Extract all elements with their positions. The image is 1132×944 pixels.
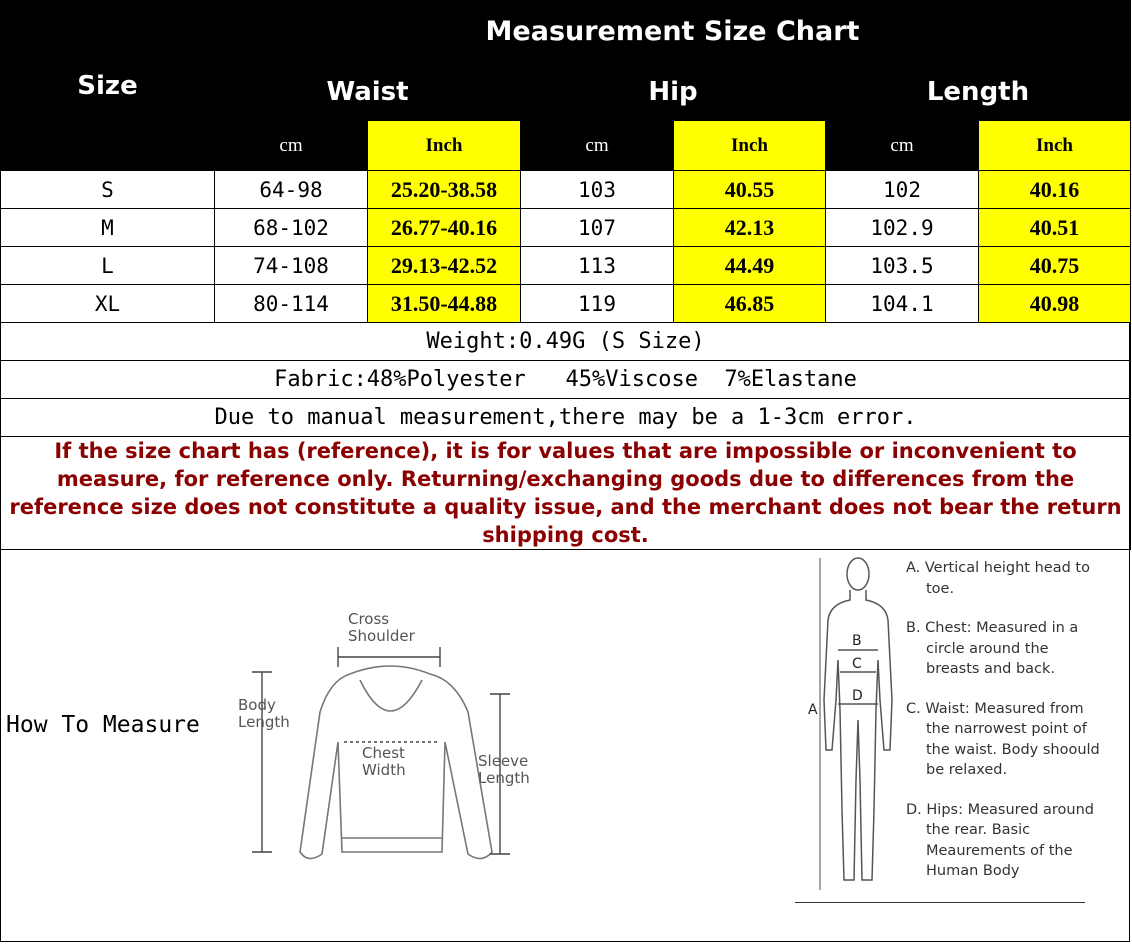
waist-inch-cell: 31.50-44.88 <box>368 285 521 323</box>
cross-shoulder-label-2: Shoulder <box>348 627 415 645</box>
fabric-note: Fabric:48%Polyester 45%Viscose 7%Elastane <box>1 361 1131 399</box>
table-row <box>1 285 1131 323</box>
hip-cm-cell: 119 <box>521 285 674 323</box>
table-row <box>1 209 1131 247</box>
figure-head <box>847 558 869 590</box>
cross-shoulder-label: Cross <box>348 610 390 628</box>
table-row <box>1 171 1131 209</box>
point-b-label: B <box>852 633 862 649</box>
reference-warning: If the size chart has (reference), it is for values that are impossible or inconvenient to measure, for reference only. Returning/exchanging goods due to differences from the reference size does not constitute a quality issue, and the merchant does not bear the return shipping cost. <box>1 437 1131 550</box>
legend-item-a: A. Vertical height head to toe. <box>906 560 1090 597</box>
point-c-label: C <box>852 656 862 672</box>
sleeve-length-label-2: Length <box>478 769 530 787</box>
size-column-header: Size <box>1 1 215 171</box>
how-to-measure-section <box>0 532 1130 942</box>
length-cm-cell: 102 <box>826 171 979 209</box>
waist-cm-cell: 74-108 <box>215 247 368 285</box>
length-header: Length <box>826 63 1131 121</box>
body-figure-diagram <box>800 550 920 910</box>
hip-inch-cell: 46.85 <box>674 285 826 323</box>
length-inch-cell: 40.51 <box>979 209 1131 247</box>
measurement-legend <box>906 558 1106 901</box>
size-cell: L <box>1 247 215 285</box>
point-a-label: A <box>808 702 818 718</box>
sweater-neckline <box>360 680 422 711</box>
length-cm-cell: 104.1 <box>826 285 979 323</box>
waist-cm-cell: 80-114 <box>215 285 368 323</box>
body-length-label: Body <box>238 696 276 714</box>
hip-inch-cell: 40.55 <box>674 171 826 209</box>
length-inch-cell: 40.98 <box>979 285 1131 323</box>
legend-item-b: B. Chest: Measured in a circle around the breasts and back. <box>906 620 1079 677</box>
waist-inch-cell: 26.77-40.16 <box>368 209 521 247</box>
table-row <box>1 247 1131 285</box>
length-inch-cell: 40.75 <box>979 247 1131 285</box>
size-cell: M <box>1 209 215 247</box>
waist-cm-cell: 68-102 <box>215 209 368 247</box>
waist-cm-header: cm <box>215 121 368 171</box>
hip-header: Hip <box>521 63 826 121</box>
length-cm-cell: 102.9 <box>826 209 979 247</box>
waist-inch-cell: 25.20-38.58 <box>368 171 521 209</box>
hip-inch-cell: 44.49 <box>674 247 826 285</box>
hip-inch-cell: 42.13 <box>674 209 826 247</box>
waist-inch-cell: 29.13-42.52 <box>368 247 521 285</box>
chart-title: Measurement Size Chart <box>215 1 1131 63</box>
sweater-diagram <box>230 602 550 882</box>
legend-item-d: D. Hips: Measured around the rear. Basic Meaurements of the Human Body <box>906 801 1094 879</box>
length-inch-cell: 40.16 <box>979 171 1131 209</box>
length-inch-header: Inch <box>979 121 1131 171</box>
size-cell: XL <box>1 285 215 323</box>
hip-cm-header: cm <box>521 121 674 171</box>
waist-inch-header: Inch <box>368 121 521 171</box>
chest-width-label: Chest <box>362 744 405 762</box>
hip-cm-cell: 103 <box>521 171 674 209</box>
size-cell: S <box>1 171 215 209</box>
length-cm-cell: 103.5 <box>826 247 979 285</box>
legend-item-c: C. Waist: Measured from the narrowest point of the waist. Body shoould be relaxed. <box>906 700 1100 778</box>
waist-cm-cell: 64-98 <box>215 171 368 209</box>
waist-header: Waist <box>215 63 521 121</box>
body-length-label-2: Length <box>238 713 290 731</box>
how-to-measure-label: How To Measure <box>6 712 200 738</box>
sleeve-length-label: Sleeve <box>478 752 529 770</box>
hip-cm-cell: 113 <box>521 247 674 285</box>
legend-divider <box>795 902 1085 903</box>
hip-inch-header: Inch <box>674 121 826 171</box>
chest-width-label-2: Width <box>362 761 406 779</box>
weight-note: Weight:0.49G (S Size) <box>1 323 1131 361</box>
hip-cm-cell: 107 <box>521 209 674 247</box>
point-d-label: D <box>852 688 863 704</box>
error-note: Due to manual measurement,there may be a 1-3cm error. <box>1 399 1131 437</box>
length-cm-header: cm <box>826 121 979 171</box>
